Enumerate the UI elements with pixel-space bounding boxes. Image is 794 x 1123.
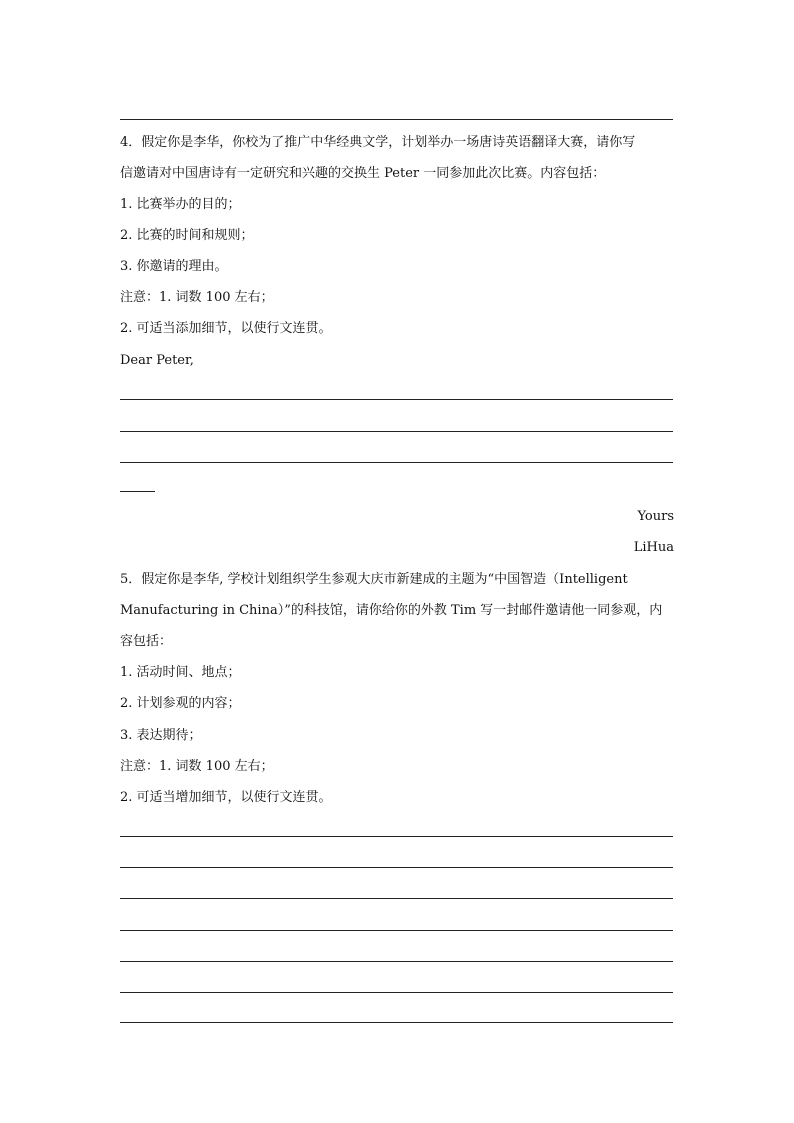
q4-answer-line-1	[120, 399, 673, 400]
q5-note-2: 2. 可适当增加细节，以使行文连贯。	[120, 790, 332, 805]
q4-note-1: 注意：1. 词数 100 左右；	[120, 290, 274, 305]
q4-prompt-line2: 信邀请对中国唐诗有一定研究和兴趣的交换生 Peter 一同参加此次比赛。内容包括：	[120, 166, 606, 181]
q5-answer-line-5	[120, 961, 673, 962]
q4-closing: Yours	[637, 509, 674, 524]
q4-note-2: 2. 可适当添加细节，以使行文连贯。	[120, 321, 332, 336]
q5-answer-line-2	[120, 867, 673, 868]
q5-prompt-line3: 容包括：	[120, 634, 173, 649]
q4-signature: LiHua	[633, 540, 674, 555]
q4-answer-line-short	[120, 491, 155, 492]
q5-item-2: 2. 计划参观的内容；	[120, 696, 241, 711]
top-divider	[120, 119, 673, 120]
q4-prompt-line1: 4．假定你是李华，你校为了推广中华经典文学，计划举办一场唐诗英语翻译大赛，请你写	[120, 135, 636, 150]
q5-answer-line-4	[120, 930, 673, 931]
q5-item-1: 1. 活动时间、地点；	[120, 665, 241, 680]
q5-prompt-line2: Manufacturing in China）”的科技馆，请你给你的外教 Tim 写一封邮件邀请他一同参观，内	[120, 603, 663, 618]
q4-answer-line-2	[120, 431, 673, 432]
q5-item-3: 3. 表达期待；	[120, 728, 202, 743]
q4-item-1: 1. 比赛举办的目的；	[120, 197, 241, 212]
q5-answer-line-3	[120, 898, 673, 899]
q5-prompt-line1: 5．假定你是李华, 学校计划组织学生参观大庆市新建成的主题为“中国智造（Intelligent	[120, 572, 628, 587]
q4-salutation: Dear Peter,	[120, 353, 194, 368]
q5-answer-line-7	[120, 1022, 673, 1023]
q5-note-1: 注意：1. 词数 100 左右；	[120, 759, 274, 774]
q5-answer-line-6	[120, 992, 673, 993]
q4-item-2: 2. 比赛的时间和规则；	[120, 228, 254, 243]
q4-answer-line-3	[120, 462, 673, 463]
q5-answer-line-1	[120, 836, 673, 837]
q4-item-3: 3. 你邀请的理由。	[120, 259, 228, 274]
